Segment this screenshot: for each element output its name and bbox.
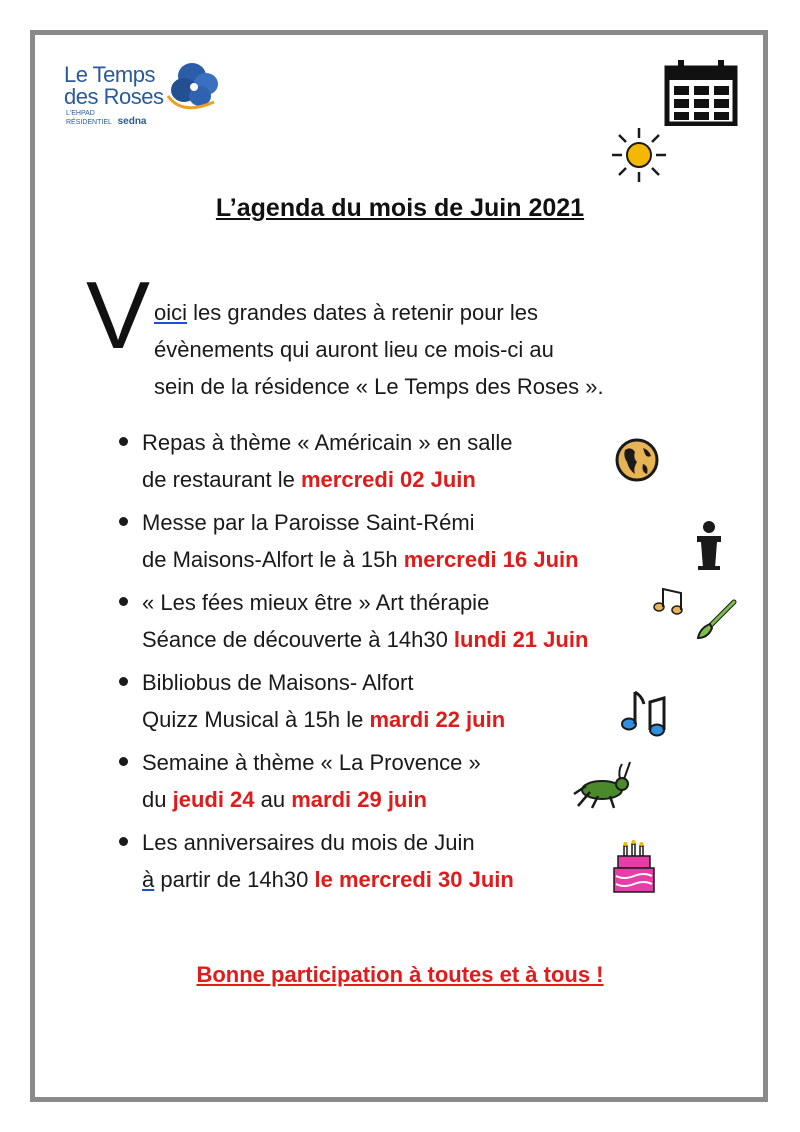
event-text: Séance de découverte à 14h30 [142,627,454,652]
paintbrush-icon [694,598,738,642]
intro-line1-rest: les grandes dates à retenir pour les [187,300,538,325]
logo-line1: Le Temps [64,62,155,87]
event-date: le mercredi 30 Juin [314,867,514,892]
event-date-end: mardi 29 juin [291,787,427,812]
globe-icon [613,436,661,484]
intro-first-word: oici [154,300,188,325]
event-line1: Messe par la Paroisse Saint-Rémi [142,510,475,535]
cricket-icon [572,760,634,812]
intro-line2: évènements qui auront lieu ce mois-ci au [154,337,554,362]
intro-line1 [154,294,714,331]
residence-logo [62,56,222,128]
logo-sub2: RÉSIDENTIEL [66,119,112,126]
event-item [116,584,686,664]
event-date: lundi 21 Juin [453,627,589,652]
event-line2 [142,461,686,498]
drop-cap: V [86,262,151,369]
event-line1: Bibliobus de Maisons- Alfort [142,670,414,695]
event-item [116,504,686,584]
small-music-notes-icon [652,585,686,615]
event-item [116,824,686,904]
event-line1: Les anniversaires du mois de Juin [142,830,475,855]
event-date: mercredi 02 Juin [300,467,476,492]
event-text-first: à [142,867,155,892]
birthday-cake-icon [612,840,656,896]
event-line1: Repas à thème « Américain » en salle [142,430,513,455]
event-text: de Maisons-Alfort le à 15h [142,547,404,572]
calendar-icon [664,58,738,126]
event-line1: Semaine à thème « La Provence » [142,750,481,775]
logo-sub1: L'EHPAD [66,110,95,117]
page-title: L’agenda du mois de Juin 2021 [215,194,585,222]
logo-brand: sedna [117,116,147,127]
event-date: mardi 22 juin [369,707,506,732]
event-line2 [142,541,686,578]
event-line2 [142,861,686,898]
event-item [116,664,686,744]
intro-line3: sein de la résidence « Le Temps des Roses ». [154,374,604,399]
event-list [116,424,686,904]
priest-icon [694,520,724,572]
event-line1: « Les fées mieux être » Art thérapie [142,590,490,615]
music-notes-icon [620,686,670,738]
event-line2 [142,701,686,738]
event-date-start: jeudi 24 [172,787,255,812]
event-date: mercredi 16 Juin [403,547,579,572]
event-item [116,424,686,504]
event-text: partir de 14h30 [154,867,315,892]
intro-paragraph [154,294,714,405]
sun-icon [610,126,668,184]
event-text: du [142,787,173,812]
event-line2 [142,621,686,658]
event-text: Quizz Musical à 15h le [142,707,370,732]
logo-line2: des Roses [64,84,164,109]
closing-message: Bonne participation à toutes et à tous ! [196,962,604,987]
event-text: de restaurant le [142,467,301,492]
event-text: au [254,787,292,812]
logo-subtitle [66,110,147,127]
flower-logo-icon [162,56,224,114]
